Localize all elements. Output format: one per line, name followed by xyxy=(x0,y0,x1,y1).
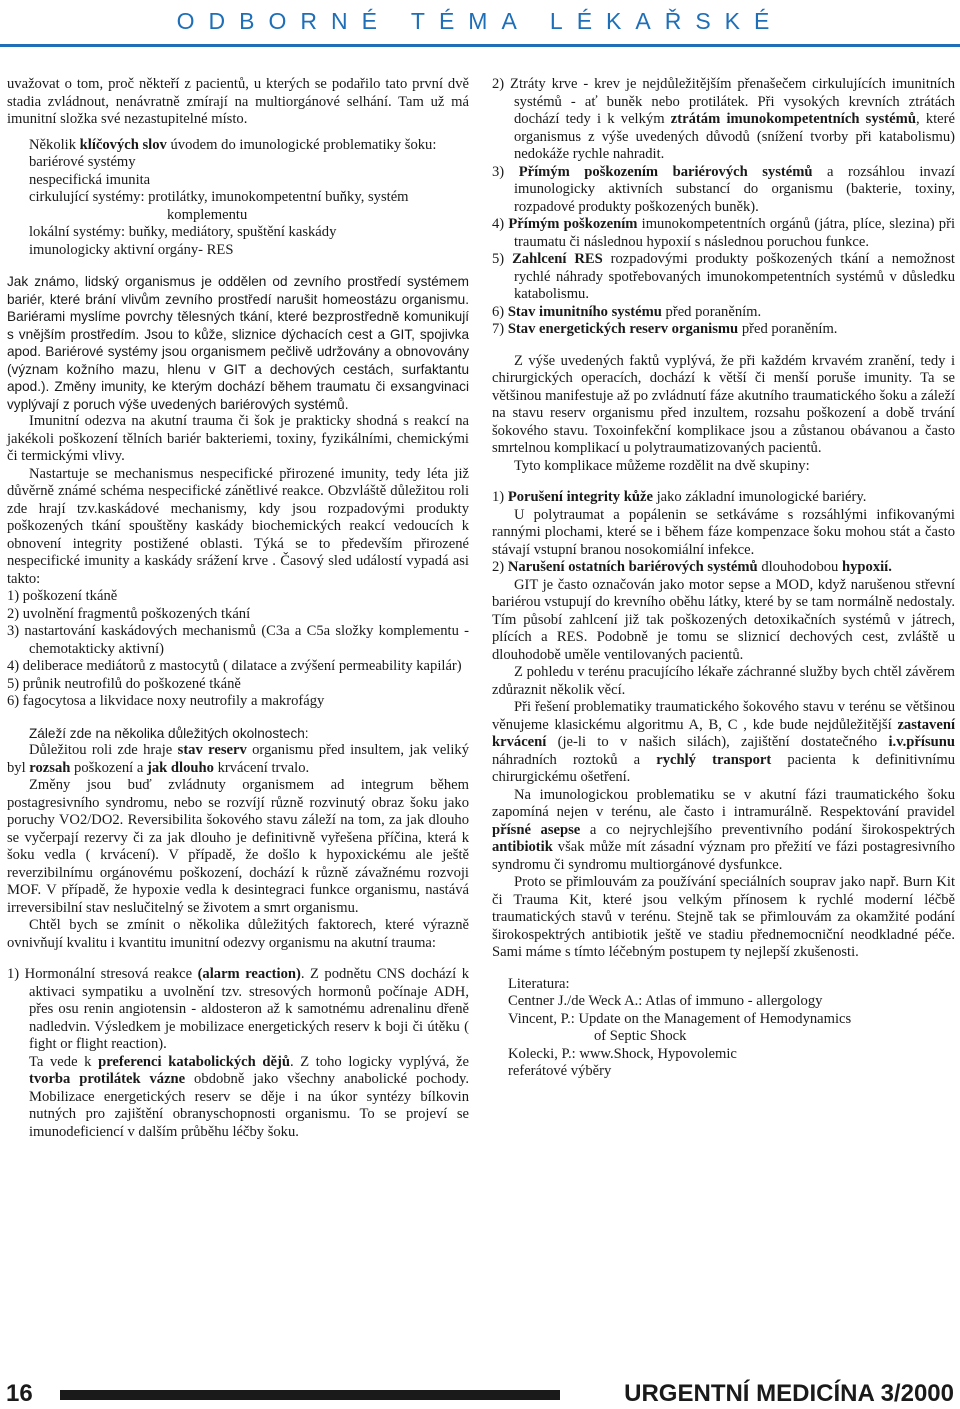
literature-title: Literatura: xyxy=(508,975,570,992)
paragraph: Důležitou roli zde hraje stav reserv organismu před insultem, jak veliký byl rozsah poškození a jak dlouho krvácení trvalo. xyxy=(7,742,469,776)
literature-item: Centner J./de Weck A.: Atlas of immuno - allergology xyxy=(508,993,823,1009)
literature-item: referátové výběry xyxy=(508,1063,612,1079)
section-header: ODBORNÉ TÉMA LÉKAŘSKÉ xyxy=(176,8,784,34)
paragraph: Z pohledu v terénu pracujícího lékaře záchranné služby bych chtěl závěrem zdůraznit několik věcí. xyxy=(492,664,955,698)
literature-item: Kolecki, P.: www.Shock, Hypovolemic xyxy=(508,1045,737,1062)
list-item: 4) Přímým poškozením imunokompetentních orgánů (játra, plíce, slezina) při traumatu či následnou hypoxií s následnou poruchou funkce. xyxy=(492,216,955,250)
paragraph: uvažovat o tom, proč někteří z pacientů, u kterých se podařilo tato první dvě stadia zvládnout, nenávratně zmírají na multiorgánové selhání. Tam už má imunitní složka své nezastupitelné místo. xyxy=(7,76,469,127)
keyword-item: nespecifická imunita xyxy=(29,171,151,188)
list-item: 6) fagocytosa a likvidace noxy neutrofily a makrofágy xyxy=(7,693,325,709)
paragraph: Záleží zde na několika důležitých okolnostech: xyxy=(29,725,309,741)
paragraph: Z výše uvedených faktů vyplývá, že při každém krvavém zranění, tedy i chirurgických operacích, dochází k větší či menší poruše imunity. Ta se většinou manifestuje až po zvládnutí fáze akutního traumatického šoku a záleží na stavu reserv organismu před inzultem, rozsahu poškození a době trvání šokového stavu. Toxoinfekční komplikace jsou a zůstanou obávanou a často smrtelnou komplikací u polytraumatizovaných pacientů. xyxy=(492,352,955,456)
paragraph: Jak známo, lidský organismus je oddělen od zevního prostředí systémem bariér, které brání vlivům zevního prostředí narušit homeostázu organismu. Bariérami myslíme povrchy tělesných tkání, které bezprostředně komunikují s vnějším prostředím. Jsou to kůže, sliznice dýchacích cest a GIT, spojivka apod. Bariérové systémy jsou organismem pečlivě udržovány a obnovovány (význam kožního mazu, hlenu v GIT a dechových cestách, surfaktantu apod.). Změny imunity, ke kterým dochází během traumatu či exsangvinaci vyplývají z poruch výše uvedených bariérových systémů. xyxy=(7,274,469,412)
keyword-item: lokální systémy: buňky, mediátory, spuštění kaskády xyxy=(29,224,337,240)
paragraph: Nastartuje se mechanismus nespecifické přirozené imunity, tedy léta již důvěrně známé schéma nespecifické zánětlivé reakce. Obzvláště důležitou roli zde hrají tzv.kaskádové mechanismy, kdy jsou rozpadovými produkty poškozených tkání spouštěny kaskády biochemických reakcí vedoucích k obnovení integrity postižené oblasti. Týká se to především přirozené nespecifické imunity a kaskády srážení krve . Časový sled událostí vypadá asi takto: xyxy=(7,465,469,587)
paragraph: Při řešení problematiky traumatického šokového stavu v terénu se většinou věnujeme klasickému algoritmu A, B, C , kde bude nejdůležitější zastavení krvácení (je-li to v našich silách), zajištění dostatečného i.v.přísunu náhradních roztoků a rychlý transport pacienta k definitivnímu chirurgickému ošetření. xyxy=(492,699,955,785)
list-item: 1) poškození tkáně xyxy=(7,588,118,604)
list-item: 5) Zahlcení RES rozpadovými produkty poškozených tkání a nemožnost rychlé náhrady spotřebovaných imunokompetentních systémů v důsledku katabolismu. xyxy=(492,251,955,302)
list-item: 6) Stav imunitního systému před poraněním. xyxy=(492,303,762,320)
right-column xyxy=(492,76,955,1081)
header-rule xyxy=(0,44,960,47)
list-item: 4) deliberace mediátorů z mastocytů ( dilatace a zvýšení permeability kapilár) xyxy=(7,658,462,674)
keyword-item: bariérové systémy xyxy=(29,154,136,170)
page-footer xyxy=(0,1380,960,1409)
list-item: 2) Narušení ostatních bariérových systémů dlouhodobou hypoxií. xyxy=(492,559,892,575)
keyword-item: cirkulující systémy: protilátky, imunokompetentní buňky, systém xyxy=(29,189,409,205)
paragraph: Proto se přimlouvám za používání speciálních souprav jako např. Burn Kit či Trauma Kit, které jsou velkým přínosem k rychlé moderní léčbě traumatických stavů v terénu. Stejně tak se přimlouvám za okamžité podání širokospektrých antibiotik ještě ve stadiu přednemocniční neodkladné péče. Sami máme s tímto léčebným postupem ty nejlepší zkušenosti. xyxy=(492,874,955,960)
list-item: 3) Přímým poškozením bariérových systémů a rozsáhlou invazí imunologicky aktivních substancí do organismu (bakterie, toxiny, rozpadové produkty poškozených buněk). xyxy=(492,163,955,215)
left-column xyxy=(7,76,469,1141)
list-item: 5) průnik neutrofilů do poškozené tkáně xyxy=(7,675,241,692)
paragraph: Tyto komplikace můžeme rozdělit na dvě skupiny: xyxy=(514,457,810,474)
paragraph: Imunitní odezva na akutní trauma či šok je prakticky shodná s reakcí na jakékoli poškození tělních bariér bakteriemi, toxiny, fyzikálními, chemickými či termickými vlivy. xyxy=(7,413,469,464)
keyword-item-cont: komplementu xyxy=(167,206,248,223)
paragraph: Změny jsou buď zvládnuty organismem ad integrum během postagresivního syndromu, nebo se rozvíjí různě rozvinutý obraz šoku jako poruchy VO2/DO2. Reversibilita šokového stavu záleží na tom, za jak dlouho se vyčerpají rezervy či za jak dlouho je definitivně vyřešena příčina, která k šoku vedla ( krvácení). V případě, že došlo k hypoxickému ale ještě reverzibilnímu orgánovému poškození, dochází k různě závažnému rozvoji MOF. V případě, že hypoxie vedla k desintegraci funkce organismu, nastává irreversibilní stav neslučitelný se životem a smrt organismu. xyxy=(7,777,469,916)
paragraph: GIT je často označován jako motor sepse a MOD, když narušenou střevní bariérou vstupují do krevního oběhu látky, které by se tam normálně nedostaly. Tím působí zahlcení již tak poškozených detoxikačních systémů v játrech, plících a RES. Podobně je tomu se sliznicí dechových cest, zvláště u dlouhodobě uměle ventilovaných pacientů. xyxy=(492,576,955,663)
footer-rule xyxy=(60,1390,560,1400)
list-item-cont: Ta vede k preferenci katabolických dějů. Z toho logicky vyplývá, že tvorba protilátek vázne obdobně jako všechny anabolické pochody. Mobilizace energetických reserv se děje i na úkor syntézy bílkovin nutných pro zajištění obranyschopnosti organismu. To se projeví se imunodeficiencí v dalším průběhu léčby šoku. xyxy=(29,1053,469,1140)
list-item: 1) Porušení integrity kůže jako základní imunologické bariéry. xyxy=(492,489,867,505)
paragraph: U polytraumat a popálenin se setkáváme s rozsáhlými infikovanými rannými plochami, které se i během fáze kompenzace šoku mohou stát a často stávají vstupní branou nosokomiální infekce. xyxy=(492,506,955,558)
literature-list xyxy=(492,976,955,1081)
list-item: 3) nastartování kaskádových mechanismů (C3a a C5a složky komplementu - chemotakticky aktivní) xyxy=(7,623,469,657)
paragraph: Chtěl bych se zmínit o několika důležitých faktorech, které výrazně ovnivňují kvalitu i kvantitu imunitní odezvy organismu na akutní trauma: xyxy=(7,917,469,951)
list-item: 7) Stav energetických reserv organismu před poraněním. xyxy=(492,321,838,337)
list-item: 2) Ztráty krve - krev je nejdůležitějším přenašečem cirkulujících imunitních systémů - ať buněk nebo protilátek. Při vysokých krevních ztrátách dochází tedy i k velkým ztrátám imunokompetentních systémů, které organismus z výše uvedených důvodů (snížení tvorby při katabolismu) nedokáže rychle nahradit. xyxy=(492,76,955,162)
page-number: 16 xyxy=(6,1380,33,1407)
keyword-item: imunologicky aktivní orgány- RES xyxy=(29,241,234,258)
literature-item-cont: of Septic Shock xyxy=(594,1028,687,1044)
list-item: 1) Hormonální stresová reakce (alarm reaction). Z podnětu CNS dochází k aktivaci sympatiku a uvolnění tzv. stresových hormonů počínaje ADH, přes osu renin angiotensin - aldosteron až k samotnému adrenalinu dřeně nadledvin. Výsledkem je mobilizace energetických reserv k boji či útěku ( fight or flight reaction). xyxy=(7,966,469,1052)
keywords-intro: Několik klíčových slov úvodem do imunologické problematiky šoku: xyxy=(29,136,437,153)
list-item: 2) uvolnění fragmentů poškozených tkání xyxy=(7,605,251,622)
paragraph: Na imunologickou problematiku se v akutní fázi traumatického šoku zapomíná nejen v terénu, ale často i intramurálně. Respektování pravidel přísné asepse a co nejrychlejšího preventivního podání širokospektrých antibiotik však může mít zásadní význam pro přežití ve fázi postagresivního syndromu či syndromu multiorgánové dysfunkce. xyxy=(492,786,955,873)
journal-title: URGENTNÍ MEDICÍNA 3/2000 xyxy=(624,1380,954,1407)
literature-item: Vincent, P.: Update on the Management of Hemodynamics xyxy=(508,1010,852,1027)
